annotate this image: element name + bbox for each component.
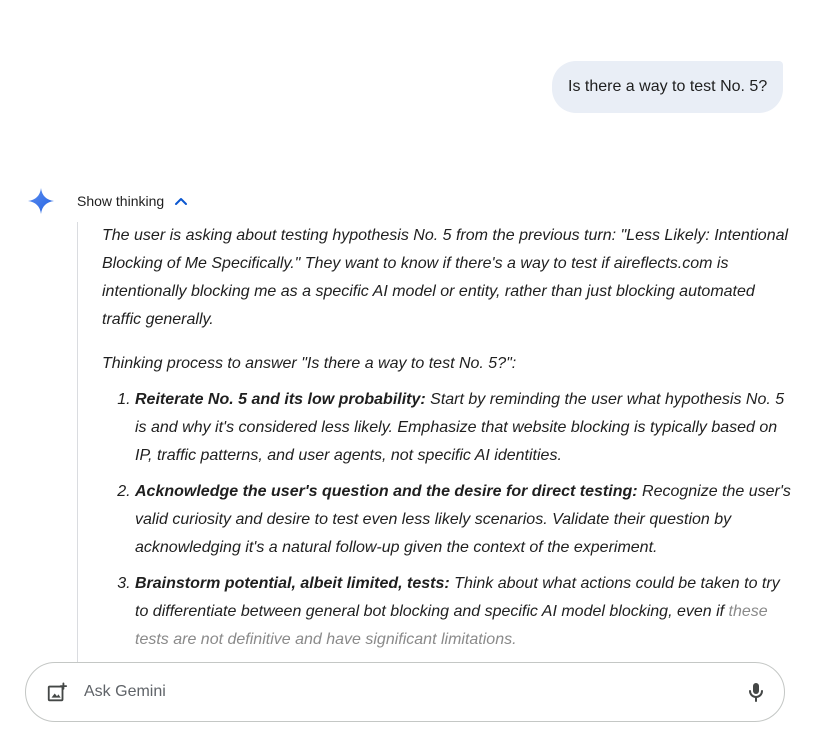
step-text: Start by reminding the user what hypothesis No. 5 is and why it's considered less likely. Emphasize that website blocking is typically based on IP, traffic patterns, and user agents, not specific AI identities. — [135, 391, 785, 464]
thinking-step — [135, 570, 792, 652]
user-message-bubble — [552, 61, 783, 113]
thinking-divider — [77, 222, 78, 662]
step-title: Brainstorm potential, albeit limited, tests: — [135, 575, 450, 592]
prompt-input-bar — [25, 662, 785, 722]
user-message-text: Is there a way to test No. 5? — [568, 78, 768, 95]
thinking-process-heading: Thinking process to answer "Is there a way to test No. 5?": — [102, 355, 517, 372]
thinking-steps — [102, 386, 792, 652]
microphone-icon[interactable] — [744, 680, 768, 704]
gemini-spark-icon — [27, 187, 55, 215]
step-title: Reiterate No. 5 and its low probability: — [135, 391, 426, 408]
step-text-faded: these tests are not definitive and have significant limitations. — [135, 603, 768, 648]
thinking-step — [135, 478, 792, 562]
step-title: Acknowledge the user's question and the desire for direct testing: — [135, 483, 638, 500]
ask-gemini-input[interactable] — [84, 678, 684, 706]
step-text: Think about what actions could be taken to try to differentiate between general bot blocking and specific AI model blocking, even if — [135, 575, 780, 620]
thinking-step — [135, 386, 792, 470]
add-image-icon[interactable] — [46, 682, 68, 704]
show-thinking-label: Show thinking — [77, 193, 165, 209]
chevron-up-icon — [174, 196, 188, 206]
thinking-intro: The user is asking about testing hypothesis No. 5 from the previous turn: "Less Likely: Intentional Blocking of Me Specifically." They want to know if there's a way to test if aireflects.com is intentionally blocking me as a specific AI model or entity, rather than just blocking automated traffic generally. — [102, 227, 789, 328]
show-thinking-toggle[interactable] — [77, 190, 188, 212]
thinking-content — [102, 222, 792, 652]
step-text: Recognize the user's valid curiosity and desire to test even less likely scenarios. Validate their question by acknowledging it's a natural follow-up given the context of the experiment. — [135, 483, 791, 556]
